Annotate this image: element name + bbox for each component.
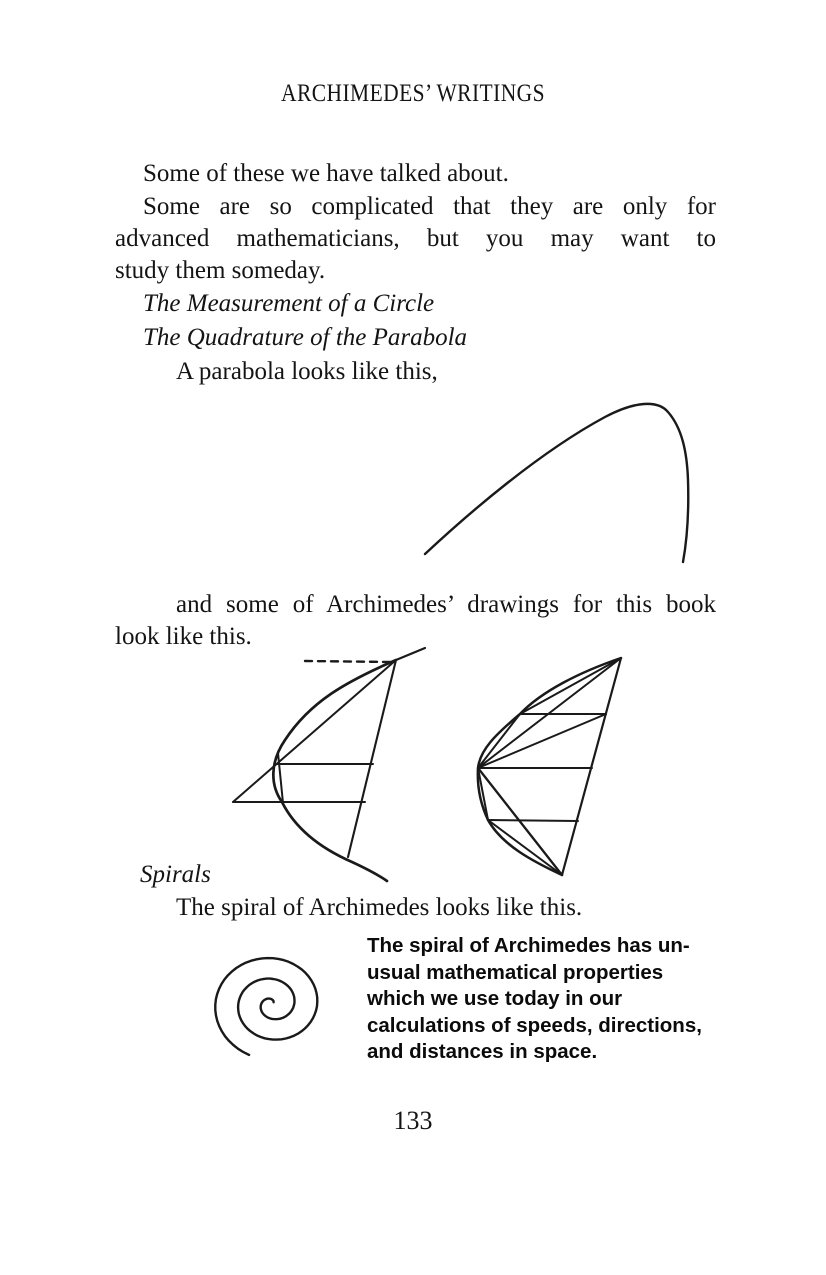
paragraph-2-line-2: advanced mathematicians, but you may want to <box>115 225 716 252</box>
drawings-intro-line-2: look like this. <box>115 623 252 650</box>
spiral-intro-line: The spiral of Archimedes looks like this. <box>176 894 583 921</box>
parabola-sketch-figure <box>410 392 710 577</box>
spiral-caption-line: which we use today in our <box>367 987 623 1011</box>
paragraph-2-line-1: Some are so complicated that they are only for <box>143 193 716 220</box>
spiral-caption-line: usual mathematical properties <box>367 960 664 984</box>
archimedes-spiral-figure <box>200 933 345 1075</box>
drawings-intro-line-1: and some of Archimedes’ drawings for this book <box>176 591 716 618</box>
quadrature-drawing-left-figure <box>215 640 440 892</box>
quadrature-drawing-right-figure <box>450 645 650 885</box>
running-head: ARCHIMEDES’ WRITINGS <box>280 80 546 107</box>
spiral-caption-line: The spiral of Archimedes has un- <box>367 934 690 957</box>
spiral-caption-line: calculations of speeds, directions, <box>367 1013 702 1037</box>
spiral-caption-line: and distances in space. <box>367 1040 598 1064</box>
paragraph-1: Some of these we have talked about. <box>143 160 509 187</box>
spiral-caption <box>367 933 767 1066</box>
work-title-quadrature-of-parabola: The Quadrature of the Parabola <box>143 324 468 351</box>
spirals-heading: Spirals <box>140 861 211 888</box>
paragraph-2-line-3: study them someday. <box>115 257 326 284</box>
work-title-measurement-of-circle: The Measurement of a Circle <box>143 290 435 317</box>
parabola-intro-line: A parabola looks like this, <box>176 358 438 385</box>
page-number: 133 <box>393 1106 433 1135</box>
